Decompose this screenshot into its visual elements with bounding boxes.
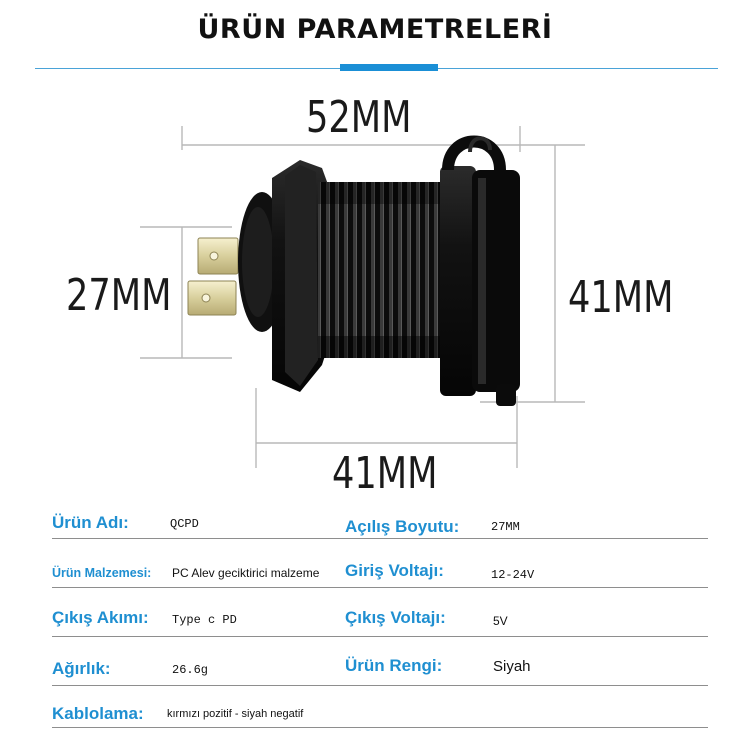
spec-row-divider (52, 685, 708, 686)
spec-label-cikis-akimi: Çıkış Akımı: (52, 608, 149, 627)
spec-value-urun-malzemesi: PC Alev geciktirici malzeme (172, 566, 320, 580)
spec-label-acilis-boyutu: Açılış Boyutu: (345, 517, 460, 536)
dim-label-thread-length: 41MM (332, 448, 438, 499)
dim-label-overall-height: 41MM (568, 272, 674, 323)
spec-value-urun-adi: QCPD (170, 517, 199, 531)
spec-label-kablolama: Kablolama: (52, 704, 144, 723)
spec-value-kablolama: kırmızı pozitif - siyah negatif (167, 708, 304, 720)
dim-label-body-height: 27MM (66, 270, 172, 321)
spec-value-urun-rengi: Siyah (493, 658, 531, 675)
spec-value-acilis-boyutu: 27MM (491, 520, 520, 534)
spec-row-divider (52, 727, 708, 728)
threaded-barrel (318, 182, 446, 358)
page-title: ÜRÜN PARAMETRELERİ (197, 14, 553, 45)
spec-label-agirlik: Ağırlık: (52, 659, 111, 678)
dim-label-width: 52MM (306, 92, 412, 143)
spec-label-urun-adi: Ürün Adı: (52, 513, 129, 532)
spec-label-giris-voltaji: Giriş Voltajı: (345, 561, 444, 580)
spec-value-agirlik: 26.6g (172, 663, 209, 677)
spec-row-divider (52, 636, 708, 637)
spec-label-urun-rengi: Ürün Rengi: (345, 656, 443, 675)
spec-value-cikis-voltaji: 5V (493, 614, 508, 628)
spec-label-cikis-voltaji: Çıkış Voltajı: (345, 608, 446, 627)
spec-row-divider (52, 587, 708, 588)
spec-value-cikis-akimi: Type c PD (172, 613, 237, 627)
front-flange (440, 166, 520, 396)
spec-value-giris-voltaji: 12-24V (491, 568, 535, 582)
spec-label-urun-malzemesi: Ürün Malzemesi: (52, 566, 152, 580)
terminal-tabs (188, 238, 238, 315)
spec-row-divider (52, 538, 708, 539)
